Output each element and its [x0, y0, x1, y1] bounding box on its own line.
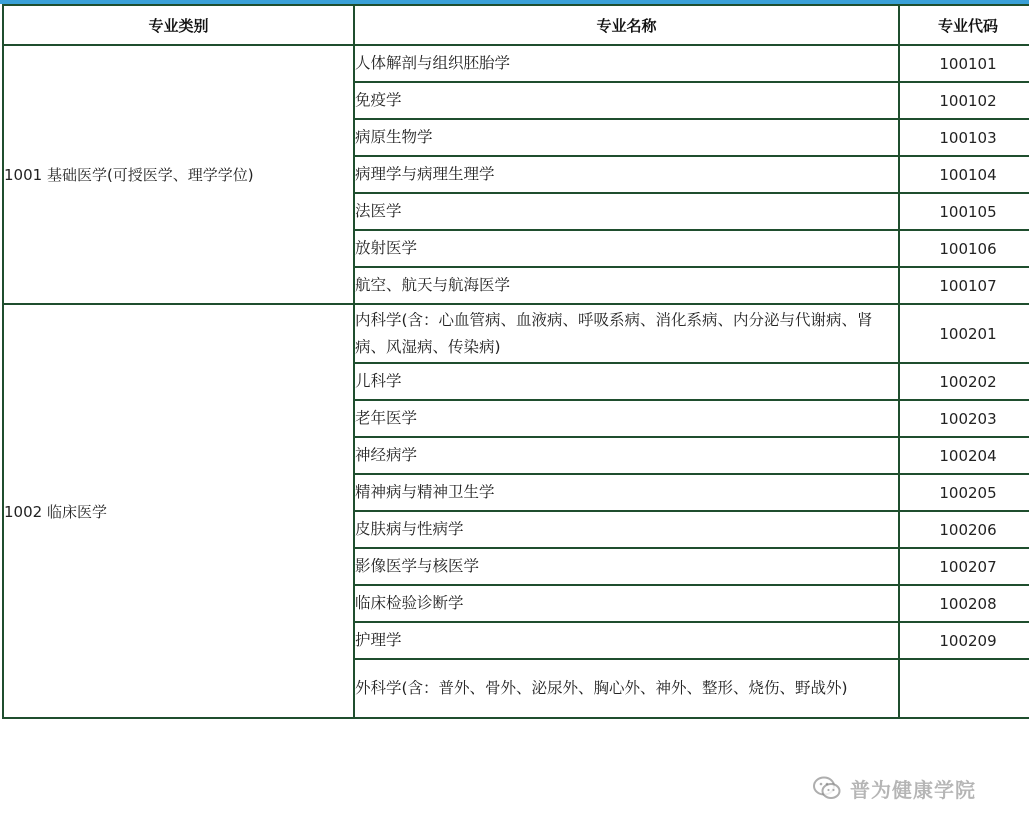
major-code-cell: 100107 — [899, 267, 1029, 304]
major-code-cell: 100209 — [899, 622, 1029, 659]
major-name-cell: 影像医学与核医学 — [354, 548, 899, 585]
major-name-cell: 放射医学 — [354, 230, 899, 267]
table-row — [3, 304, 1029, 363]
category-cell: 1002 临床医学 — [3, 304, 354, 718]
major-code-cell: 100101 — [899, 45, 1029, 82]
major-name-cell: 护理学 — [354, 622, 899, 659]
category-cell: 1001 基础医学(可授医学、理学学位) — [3, 45, 354, 304]
major-name-cell: 人体解剖与组织胚胎学 — [354, 45, 899, 82]
major-name-cell: 内科学(含：心血管病、血液病、呼吸系病、消化系病、内分泌与代谢病、肾病、风湿病、传染病) — [354, 304, 899, 363]
major-code-cell: 100104 — [899, 156, 1029, 193]
major-code-cell: 100102 — [899, 82, 1029, 119]
major-code-cell: 100202 — [899, 363, 1029, 400]
major-name-cell: 外科学(含：普外、骨外、泌尿外、胸心外、神外、整形、烧伤、野战外) — [354, 659, 899, 718]
major-name-cell: 临床检验诊断学 — [354, 585, 899, 622]
table-row — [3, 45, 1029, 82]
major-name-cell: 儿科学 — [354, 363, 899, 400]
major-code-cell — [899, 659, 1029, 718]
major-code-cell: 100105 — [899, 193, 1029, 230]
watermark — [812, 768, 976, 808]
major-code-cell: 100106 — [899, 230, 1029, 267]
header-code: 专业代码 — [899, 5, 1029, 45]
major-name-cell: 精神病与精神卫生学 — [354, 474, 899, 511]
major-code-cell: 100103 — [899, 119, 1029, 156]
major-name-cell: 航空、航天与航海医学 — [354, 267, 899, 304]
major-code-cell: 100206 — [899, 511, 1029, 548]
major-name-cell: 老年医学 — [354, 400, 899, 437]
wechat-icon — [812, 773, 842, 803]
major-code-cell: 100203 — [899, 400, 1029, 437]
major-name-cell: 病理学与病理生理学 — [354, 156, 899, 193]
major-name-cell: 皮肤病与性病学 — [354, 511, 899, 548]
major-code-cell: 100201 — [899, 304, 1029, 363]
watermark-text: 普为健康学院 — [850, 777, 976, 802]
major-code-cell: 100207 — [899, 548, 1029, 585]
header-name: 专业名称 — [354, 5, 899, 45]
major-code-cell: 100208 — [899, 585, 1029, 622]
major-name-cell: 免疫学 — [354, 82, 899, 119]
major-name-cell: 神经病学 — [354, 437, 899, 474]
major-code-cell: 100205 — [899, 474, 1029, 511]
header-category: 专业类别 — [3, 5, 354, 45]
table-header-row — [3, 5, 1029, 45]
major-code-cell: 100204 — [899, 437, 1029, 474]
major-name-cell: 病原生物学 — [354, 119, 899, 156]
major-name-cell: 法医学 — [354, 193, 899, 230]
major-table — [2, 4, 1029, 719]
